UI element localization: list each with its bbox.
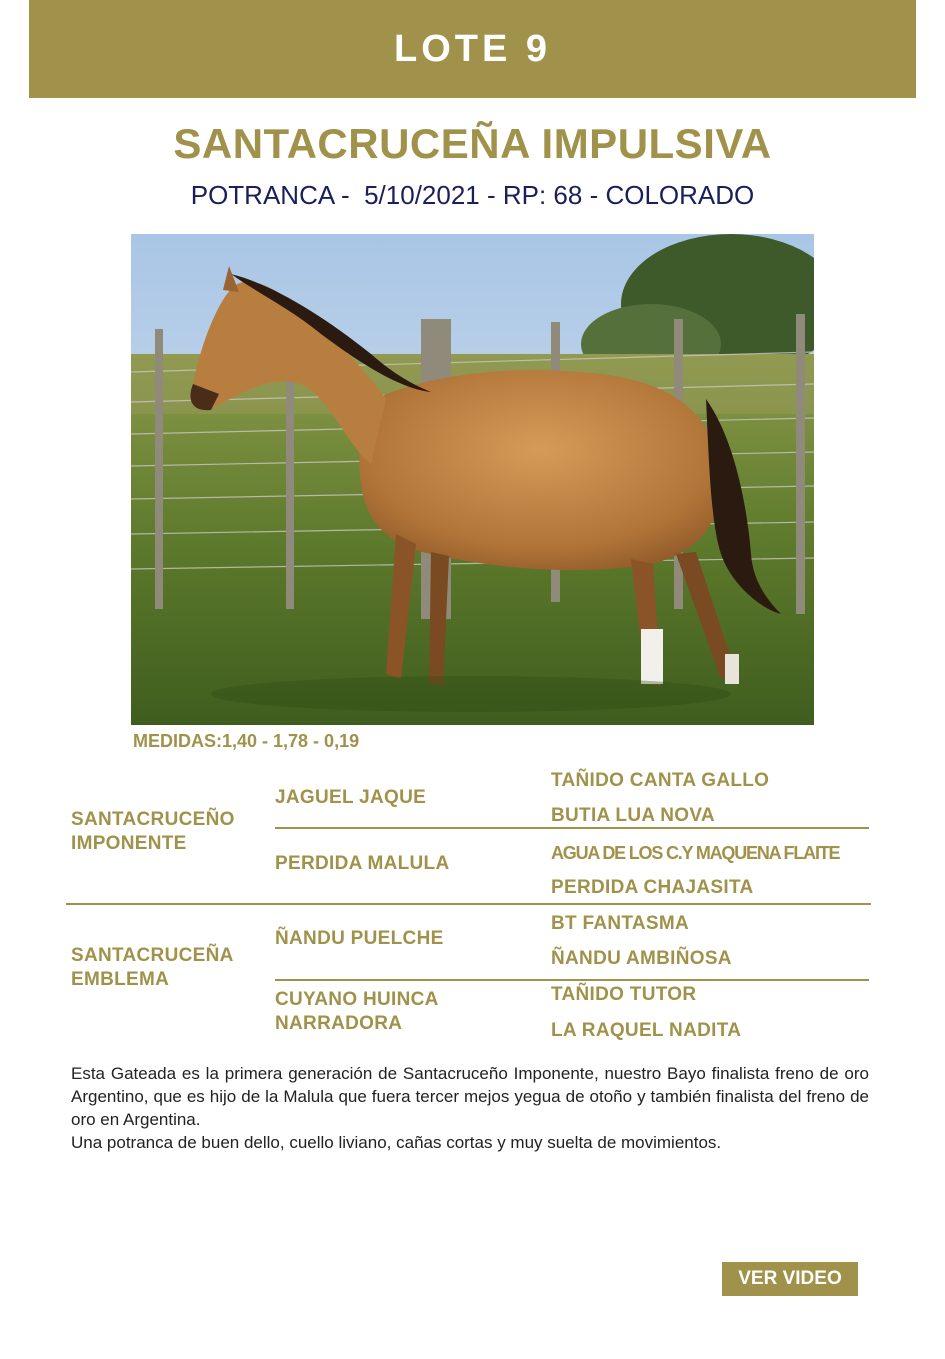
pedigree-sire-sire: JAGUEL JAQUE	[275, 787, 427, 808]
pedigree-ggp-5: BT FANTASMA	[551, 913, 690, 934]
pedigree-dam: SANTACRUCEÑA EMBLEMA	[71, 945, 234, 990]
pedigree-dam-sire: ÑANDU PUELCHE	[275, 928, 444, 949]
pedigree-ggp-7: TAÑIDO TUTOR	[551, 984, 697, 1005]
pedigree-ggp-2: BUTIA LUA NOVA	[551, 805, 715, 826]
pedigree-sire: SANTACRUCEÑO IMPONENTE	[71, 809, 235, 854]
pedigree-ggp-6: ÑANDU AMBIÑOSA	[551, 948, 732, 969]
pedigree-ggp-8: LA RAQUEL NADITA	[551, 1020, 742, 1041]
horse-description	[71, 1062, 869, 1154]
lot-title: LOTE 9	[393, 27, 552, 70]
pedigree-divider-lower	[275, 979, 869, 981]
pedigree-divider-upper	[275, 827, 869, 829]
horse-info-line: POTRANCA - 5/10/2021 - RP: 68 - COLORADO	[190, 180, 755, 210]
pedigree-sire-dam: PERDIDA MALULA	[275, 853, 450, 874]
horse-measures: MEDIDAS:1,40 - 1,78 - 0,19	[133, 731, 360, 751]
pedigree-ggp-3: AGUA DE LOS C.Y MAQUENA FLAITE	[551, 843, 840, 863]
horse-photo	[131, 234, 814, 725]
pedigree-divider-middle	[66, 903, 871, 905]
pedigree-ggp-4: PERDIDA CHAJASITA	[551, 877, 754, 898]
description-paragraph-1: Esta Gateada es la primera generación de Santacruceño Imponente, nuestro Bayo finalista freno de oro Argentino, que es hijo de la Malula que fuera tercer mejos yegua de otoño y también finalista del freno de oro en Argentina.	[71, 1064, 869, 1129]
pedigree-ggp-1: TAÑIDO CANTA GALLO	[551, 770, 770, 791]
lot-banner	[29, 0, 916, 98]
pedigree-dam-dam: CUYANO HUINCA NARRADORA	[275, 989, 439, 1034]
horse-name: SANTACRUCEÑA IMPULSIVA	[173, 120, 772, 167]
description-paragraph-2: Una potranca de buen dello, cuello liviano, cañas cortas y muy suelta de movimientos.	[71, 1133, 722, 1152]
ver-video-button[interactable]: VER VIDEO	[722, 1262, 858, 1296]
